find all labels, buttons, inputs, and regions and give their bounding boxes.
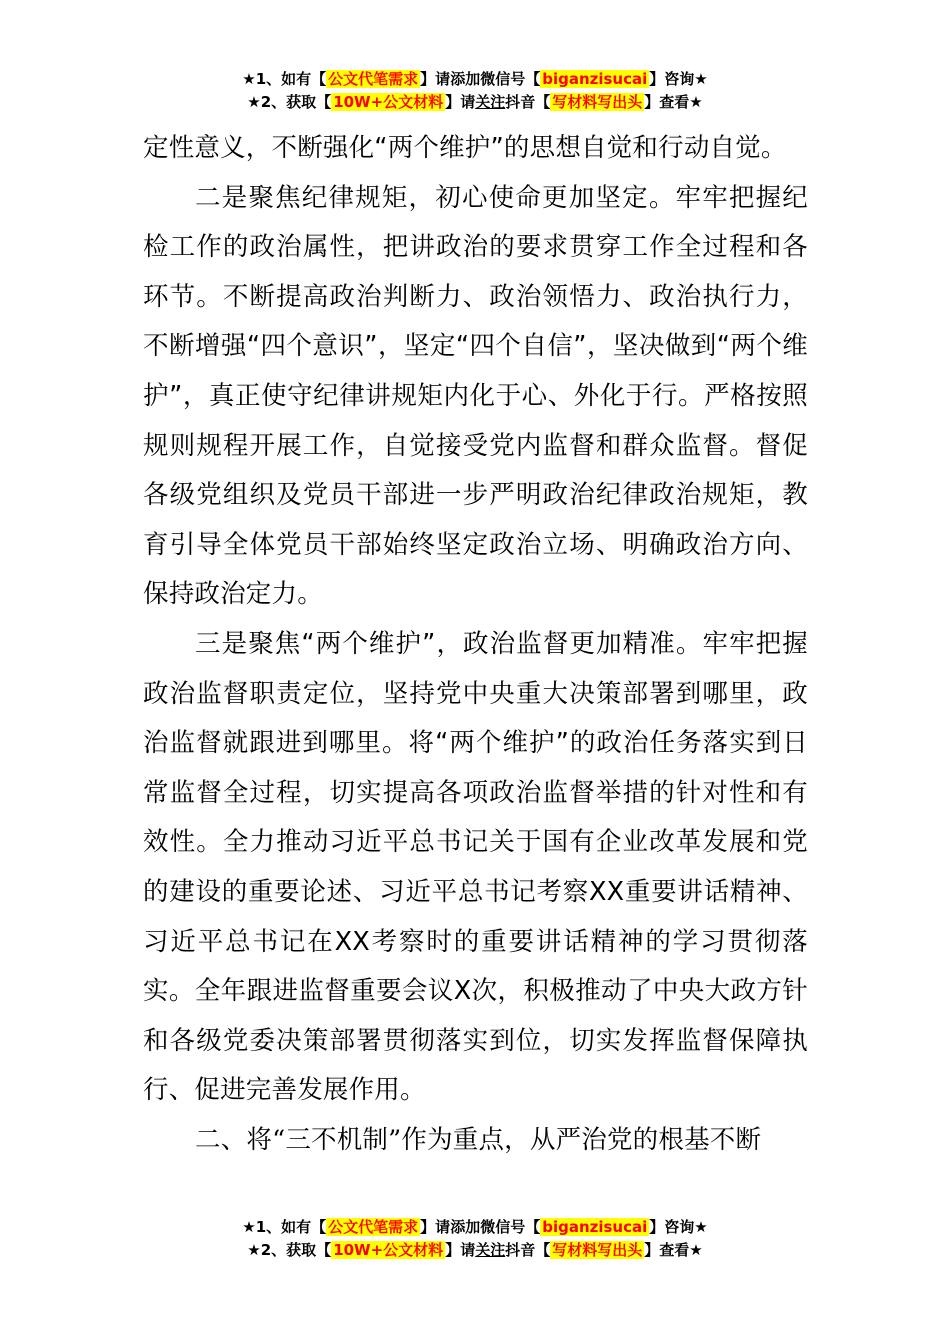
banner-text: 】咨询★: [649, 70, 708, 88]
banner-text: 】请: [420, 70, 451, 88]
banner-emphasis: 关注: [475, 93, 506, 111]
banner-emphasis: 添加: [450, 70, 481, 88]
banner-text: 】请: [445, 93, 476, 111]
banner-text: ★1、如有【: [242, 70, 327, 88]
highlight-wechat-id: biganzisucai: [542, 1218, 648, 1236]
banner-text: 】请: [445, 1241, 476, 1259]
document-body: [143, 124, 808, 1165]
banner-text: ★2、获取【: [247, 1241, 332, 1259]
banner-text: 抖音【: [505, 1241, 551, 1259]
banner-text: 】咨询★: [649, 1218, 708, 1236]
banner-text: 】查看★: [644, 1241, 703, 1259]
section-heading: 二、将“三不机制”作为重点，从严治党的根基不断: [195, 1124, 762, 1155]
paragraph-discipline: 二是聚焦纪律规矩，初心使命更加坚定。牢牢把握纪检工作的政治属性，把讲政治的要求贯穿工作全过程和各环节。不断提高政治判断力、政治领悟力、政治执行力，不断增强“四个意识”，坚定“四个自信”，坚决做到“两个维护”，真正使守纪律讲规矩内化于心、外化于行。严格按照规则规程开展工作，自觉接受党内监督和群众监督。督促各级党组织及党员干部进一步严明政治纪律政治规矩，教育引导全体党员干部始终坚定政治立场、明确政治方向、保持政治定力。: [143, 182, 808, 610]
paragraph-political-supervision: 三是聚焦“两个维护”，政治监督更加精准。牢牢把握政治监督职责定位，坚持党中央重大决策部署到哪里，政治监督就跟进到哪里。将“两个维护”的政治任务落实到日常监督全过程，切实提高各项政治监督举措的针对性和有效性。全力推动习近平总书记关于国有企业改革发展和党的建设的重要论述、习近平总书记考察XX重要讲话精神、习近平总书记在XX考察时的重要讲话精神的学习贯彻落实。全年跟进监督重要会议X次，积极推动了中央大政方针和各级党委决策部署贯彻落实到位，切实发挥监督保障执行、促进完善发展作用。: [143, 628, 808, 1106]
highlight-materials: 10W+公文材料: [333, 93, 444, 111]
banner-text: 微信号【: [480, 1218, 541, 1236]
banner-line-2: [0, 1239, 950, 1262]
banner-text: ★1、如有【: [242, 1218, 327, 1236]
banner-line-1: [0, 1216, 950, 1239]
paragraph-continuation: 定性意义，不断强化“两个维护”的思想自觉和行动自觉。: [143, 133, 787, 163]
highlight-douyin: 写材料写出头: [552, 93, 643, 111]
highlight-service: 公文代笔需求: [328, 1218, 419, 1236]
banner-text: 】请: [420, 1218, 451, 1236]
highlight-materials: 10W+公文材料: [333, 1241, 444, 1259]
footer-banner: [0, 1216, 950, 1262]
banner-text: 抖音【: [505, 93, 551, 111]
banner-emphasis: 关注: [475, 1241, 506, 1259]
banner-text: ★2、获取【: [247, 93, 332, 111]
header-banner: [0, 68, 950, 114]
banner-line-2: [0, 91, 950, 114]
highlight-douyin: 写材料写出头: [552, 1241, 643, 1259]
highlight-service: 公文代笔需求: [328, 70, 419, 88]
banner-text: 】查看★: [644, 93, 703, 111]
highlight-wechat-id: biganzisucai: [542, 70, 648, 88]
banner-line-1: [0, 68, 950, 91]
banner-emphasis: 添加: [450, 1218, 481, 1236]
banner-text: 微信号【: [480, 70, 541, 88]
